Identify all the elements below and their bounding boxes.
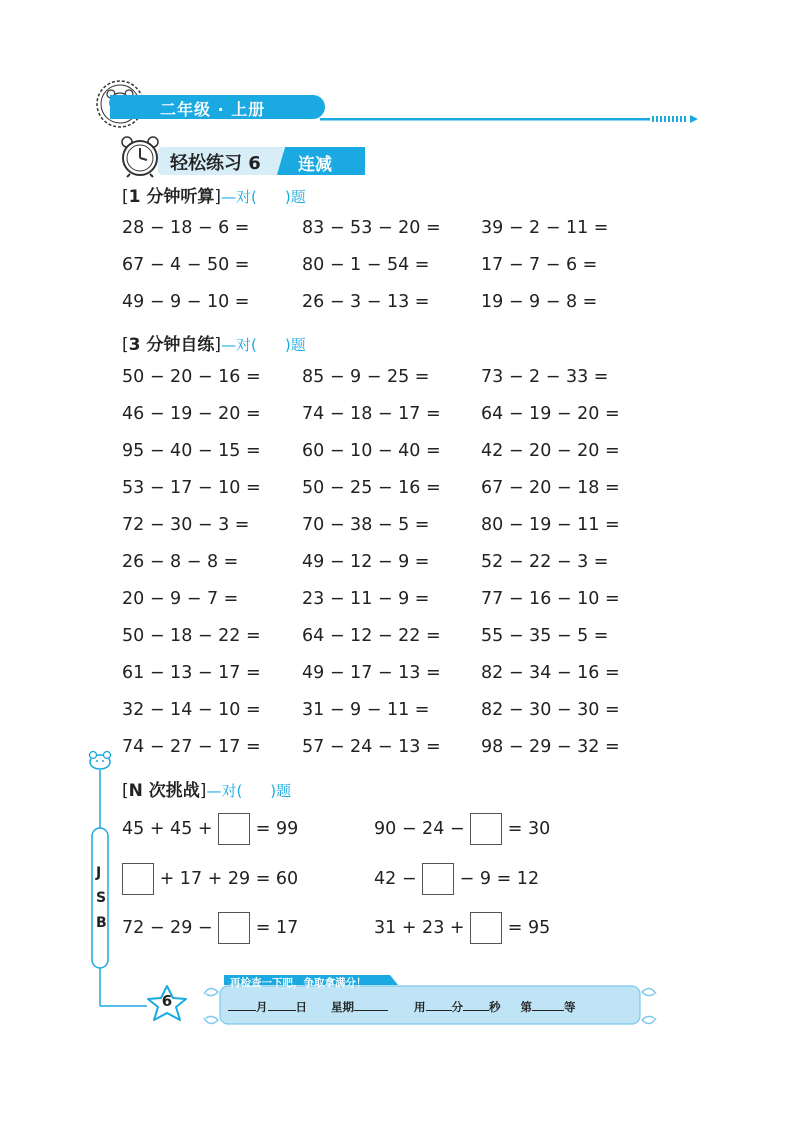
lesson-title: 轻松练习 6: [170, 153, 261, 174]
equation-before: 45 + 45 +: [122, 819, 213, 839]
used-label: 用: [414, 1000, 426, 1014]
day-blank[interactable]: [268, 1000, 296, 1011]
side-letter-b: B: [96, 915, 107, 931]
equation: 49 − 12 − 9 =: [302, 552, 430, 572]
equation: 60 − 10 − 40 =: [302, 441, 441, 461]
month-blank[interactable]: [228, 1000, 256, 1011]
equation-after: = 30: [507, 819, 551, 839]
answer-box[interactable]: [218, 912, 250, 944]
bracket-close: ]: [214, 335, 222, 355]
equation-after: + 17 + 29 = 60: [159, 869, 299, 889]
equation: 26 − 8 − 8 =: [122, 552, 239, 572]
section-2-title: 3 分钟自练: [128, 335, 215, 355]
day-label: 日: [295, 1000, 307, 1014]
equation: 50 − 25 − 16 =: [302, 478, 441, 498]
challenge-equation: [374, 813, 550, 845]
equation: 39 − 2 − 11 =: [481, 218, 609, 238]
answer-box[interactable]: [122, 863, 154, 895]
equation: 50 − 18 − 22 =: [122, 626, 261, 646]
equation: 64 − 12 − 22 =: [302, 626, 441, 646]
equation: 31 − 9 − 11 =: [302, 700, 430, 720]
equation: 42 − 20 − 20 =: [481, 441, 620, 461]
equation: 46 − 19 − 20 =: [122, 404, 261, 424]
section-2-header: [122, 330, 306, 355]
alarm-clock-icon: [118, 134, 162, 178]
answer-box[interactable]: [218, 813, 250, 845]
challenge-equation: [122, 813, 298, 845]
answer-box[interactable]: [470, 912, 502, 944]
equation: 85 − 9 − 25 =: [302, 367, 430, 387]
equation: 19 − 9 − 8 =: [481, 292, 598, 312]
seconds-blank[interactable]: [463, 1000, 489, 1011]
equation-before: 31 + 23 +: [374, 918, 465, 938]
equation: 32 − 14 − 10 =: [122, 700, 261, 720]
equation: 49 − 17 − 13 =: [302, 663, 441, 683]
equation: 57 − 24 − 13 =: [302, 737, 441, 757]
equation: 74 − 27 − 17 =: [122, 737, 261, 757]
equation: 28 − 18 − 6 =: [122, 218, 250, 238]
lesson-topic: 连减: [298, 155, 332, 175]
bracket-open: [: [122, 187, 129, 207]
month-label: 月: [256, 1000, 268, 1014]
challenge-equation: [374, 863, 539, 895]
equation-before: 42 −: [374, 869, 417, 889]
equation: 82 − 30 − 30 =: [481, 700, 620, 720]
answer-box[interactable]: [470, 813, 502, 845]
grade-title: 二年级 · 上册: [160, 100, 266, 119]
section-3-header: [122, 776, 291, 801]
equation: 67 − 4 − 50 =: [122, 255, 250, 275]
weekday-label: 星期: [331, 1000, 354, 1014]
answer-box[interactable]: [422, 863, 454, 895]
section-3-title: N 次挑战: [128, 781, 200, 801]
seconds-label: 秒: [489, 1000, 501, 1014]
equation: 74 − 18 − 17 =: [302, 404, 441, 424]
challenge-equation: [122, 912, 298, 944]
minutes-blank[interactable]: [426, 1000, 452, 1011]
rank-blank[interactable]: [532, 1000, 564, 1011]
equation: 50 − 20 − 16 =: [122, 367, 261, 387]
equation: 20 − 9 − 7 =: [122, 589, 239, 609]
score-prefix: —对(: [221, 336, 257, 354]
bracket-close: ]: [199, 781, 207, 801]
equation: 17 − 7 − 6 =: [481, 255, 598, 275]
minutes-label: 分: [451, 1000, 463, 1014]
equation: 55 − 35 − 5 =: [481, 626, 609, 646]
page-number: 6: [161, 992, 173, 1010]
equation: 73 − 2 − 33 =: [481, 367, 609, 387]
score-suffix: )题: [284, 336, 306, 354]
score-suffix: )题: [270, 782, 292, 800]
section-1-header: [122, 182, 306, 207]
equation: 67 − 20 − 18 =: [481, 478, 620, 498]
challenge-equation: [122, 863, 298, 895]
footer-record-row: [228, 999, 576, 1015]
bracket-close: ]: [214, 187, 222, 207]
equation-before: 90 − 24 −: [374, 819, 465, 839]
score-suffix: )题: [284, 188, 306, 206]
side-letter-s: S: [96, 890, 107, 906]
section-1-title: 1 分钟听算: [128, 187, 215, 207]
weekday-blank[interactable]: [354, 1000, 388, 1011]
place-label: 等: [564, 1000, 576, 1014]
equation-after: = 95: [507, 918, 551, 938]
equation: 52 − 22 − 3 =: [481, 552, 609, 572]
equation: 61 − 13 − 17 =: [122, 663, 261, 683]
side-letter-j: J: [96, 865, 102, 881]
equation: 83 − 53 − 20 =: [302, 218, 441, 238]
equation: 95 − 40 − 15 =: [122, 441, 261, 461]
equation: 23 − 11 − 9 =: [302, 589, 430, 609]
equation: 70 − 38 − 5 =: [302, 515, 430, 535]
equation: 80 − 19 − 11 =: [481, 515, 620, 535]
bracket-open: [: [122, 335, 129, 355]
equation: 64 − 19 − 20 =: [481, 404, 620, 424]
footer-slogan: 再检查一下吧，争取拿满分！: [230, 977, 367, 989]
equation-after: − 9 = 12: [459, 869, 540, 889]
equation-before: 72 − 29 −: [122, 918, 213, 938]
equation: 82 − 34 − 16 =: [481, 663, 620, 683]
score-prefix: —对(: [206, 782, 243, 800]
equation: 49 − 9 − 10 =: [122, 292, 250, 312]
equation: 77 − 16 − 10 =: [481, 589, 620, 609]
rank-label: 第: [520, 1000, 532, 1014]
equation: 80 − 1 − 54 =: [302, 255, 430, 275]
score-prefix: —对(: [221, 188, 257, 206]
equation-after: = 17: [255, 918, 299, 938]
equation-after: = 99: [255, 819, 299, 839]
equation: 26 − 3 − 13 =: [302, 292, 430, 312]
equation: 72 − 30 − 3 =: [122, 515, 250, 535]
equation: 53 − 17 − 10 =: [122, 478, 261, 498]
equation: 98 − 29 − 32 =: [481, 737, 620, 757]
challenge-equation: [374, 912, 550, 944]
header-dotted-line: [320, 115, 700, 123]
bracket-open: [: [122, 781, 129, 801]
